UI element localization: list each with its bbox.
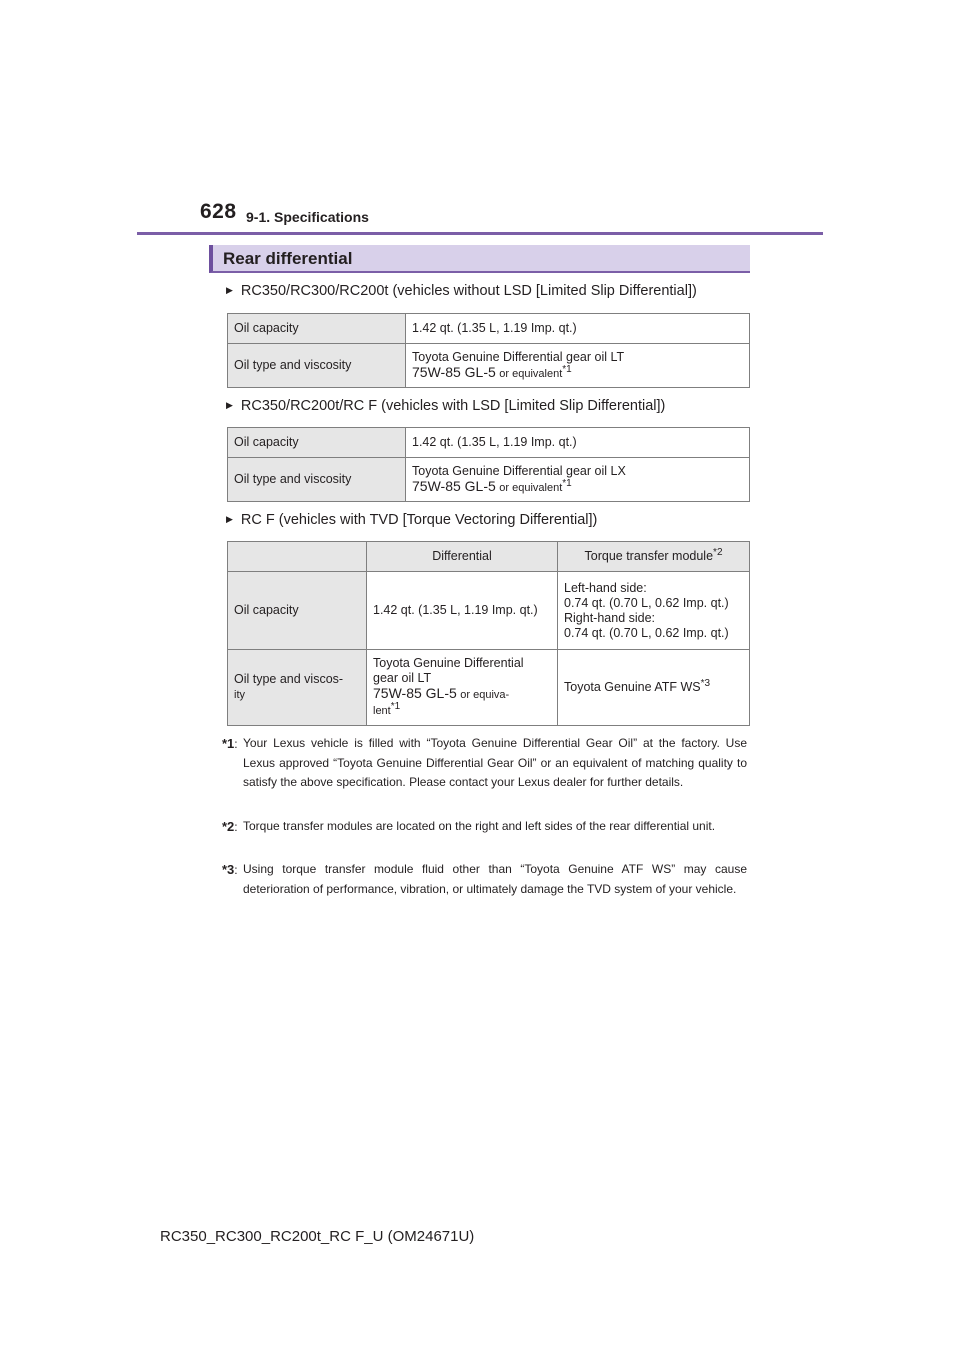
- row-value: Toyota Genuine Differential gear oil LT 75W-85 GL-5 or equivalent$^{*1}$: [406, 344, 750, 388]
- table-row: [228, 428, 750, 458]
- row-value: 1.42 qt. (1.35 L, 1.19 Imp. qt.): [406, 314, 750, 344]
- footnote-ref: *3: [700, 677, 711, 689]
- row-value: 1.42 qt. (1.35 L, 1.19 Imp. qt.): [406, 428, 750, 458]
- footnote-text: Using torque transfer module fluid other than “Toyota Genuine ATF WS” may cause deterioration of performance, vibration, or ultimately damage the TVD system of your vehicle.: [243, 862, 747, 896]
- header-cell: Differential: [367, 542, 558, 572]
- footnote: [222, 860, 747, 899]
- footnote: [222, 817, 747, 837]
- footnote-text: Your Lexus vehicle is filled with “Toyota Genuine Differential Gear Oil” at the factory. Use Lexus approved “Toyota Genuine Differential Gear Oil” or an equivalent of matching quality to satisfy the above specification. Please contact your Lexus dealer for further details.: [243, 736, 747, 789]
- table-row: [228, 314, 750, 344]
- spec-table: [227, 427, 750, 502]
- table-row: [228, 650, 750, 726]
- footnote: [222, 734, 747, 793]
- row-label: Oil capacity: [228, 572, 367, 650]
- bullet-triangle-icon: ▶: [226, 514, 233, 524]
- footnote-mark: *3:: [222, 862, 238, 877]
- section-title: 9-1. Specifications: [246, 209, 369, 225]
- footnote-text: Torque transfer modules are located on the right and left sides of the rear differential unit.: [243, 819, 716, 833]
- row-value: Toyota Genuine Differential gear oil LX 75W-85 GL-5 or equivalent$^{*1}$: [406, 458, 750, 502]
- row-label: Oil type and viscosity: [228, 458, 406, 502]
- spec-table: [227, 541, 750, 726]
- footnote-mark: *1:: [222, 736, 238, 751]
- bullet-triangle-icon: ▶: [226, 400, 233, 410]
- subsection-title: ▶ RC F (vehicles with TVD [Torque Vectoring Differential]): [226, 512, 598, 528]
- footnote-ref: *2: [713, 546, 723, 558]
- table-row: [228, 458, 750, 502]
- section-heading: Rear differential: [223, 249, 353, 268]
- table-row: [228, 344, 750, 388]
- footnote-ref: *1: [562, 363, 572, 375]
- row-value: 1.42 qt. (1.35 L, 1.19 Imp. qt.): [367, 572, 558, 650]
- row-label: Oil type and viscosity: [228, 344, 406, 388]
- footnote-mark: *2:: [222, 819, 238, 834]
- row-label: Oil type and viscos- ity: [228, 650, 367, 726]
- table-header-row: [228, 542, 750, 572]
- table-row: [228, 572, 750, 650]
- row-value: Toyota Genuine ATF WS$^{*3}$: [558, 650, 750, 726]
- footnote-ref: *1: [562, 477, 572, 489]
- page-number: 628: [200, 200, 237, 223]
- header-divider: [137, 232, 823, 235]
- header-cell: Torque transfer module$^{*2}$: [558, 542, 750, 572]
- row-value: Toyota Genuine Differential gear oil LT 75W-85 GL-5 or equiva- lent$^{*1}$: [367, 650, 558, 726]
- spec-table: [227, 313, 750, 388]
- header-cell-empty: [228, 542, 367, 572]
- row-value: Left-hand side: 0.74 qt. (0.70 L, 0.62 Imp. qt.) Right-hand side: 0.74 qt. (0.70 L, 0.62 Imp. qt.): [558, 572, 750, 650]
- subsection-title: ▶ RC350/RC200t/RC F (vehicles with LSD [Limited Slip Differential]): [226, 398, 666, 414]
- footnote-ref: *1: [390, 700, 401, 712]
- subsection-title: ▶ RC350/RC300/RC200t (vehicles without LSD [Limited Slip Differential]): [226, 283, 697, 299]
- bullet-triangle-icon: ▶: [226, 285, 233, 295]
- document-code: RC350_RC300_RC200t_RC F_U (OM24671U): [160, 1228, 475, 1245]
- row-label: Oil capacity: [228, 428, 406, 458]
- row-label: Oil capacity: [228, 314, 406, 344]
